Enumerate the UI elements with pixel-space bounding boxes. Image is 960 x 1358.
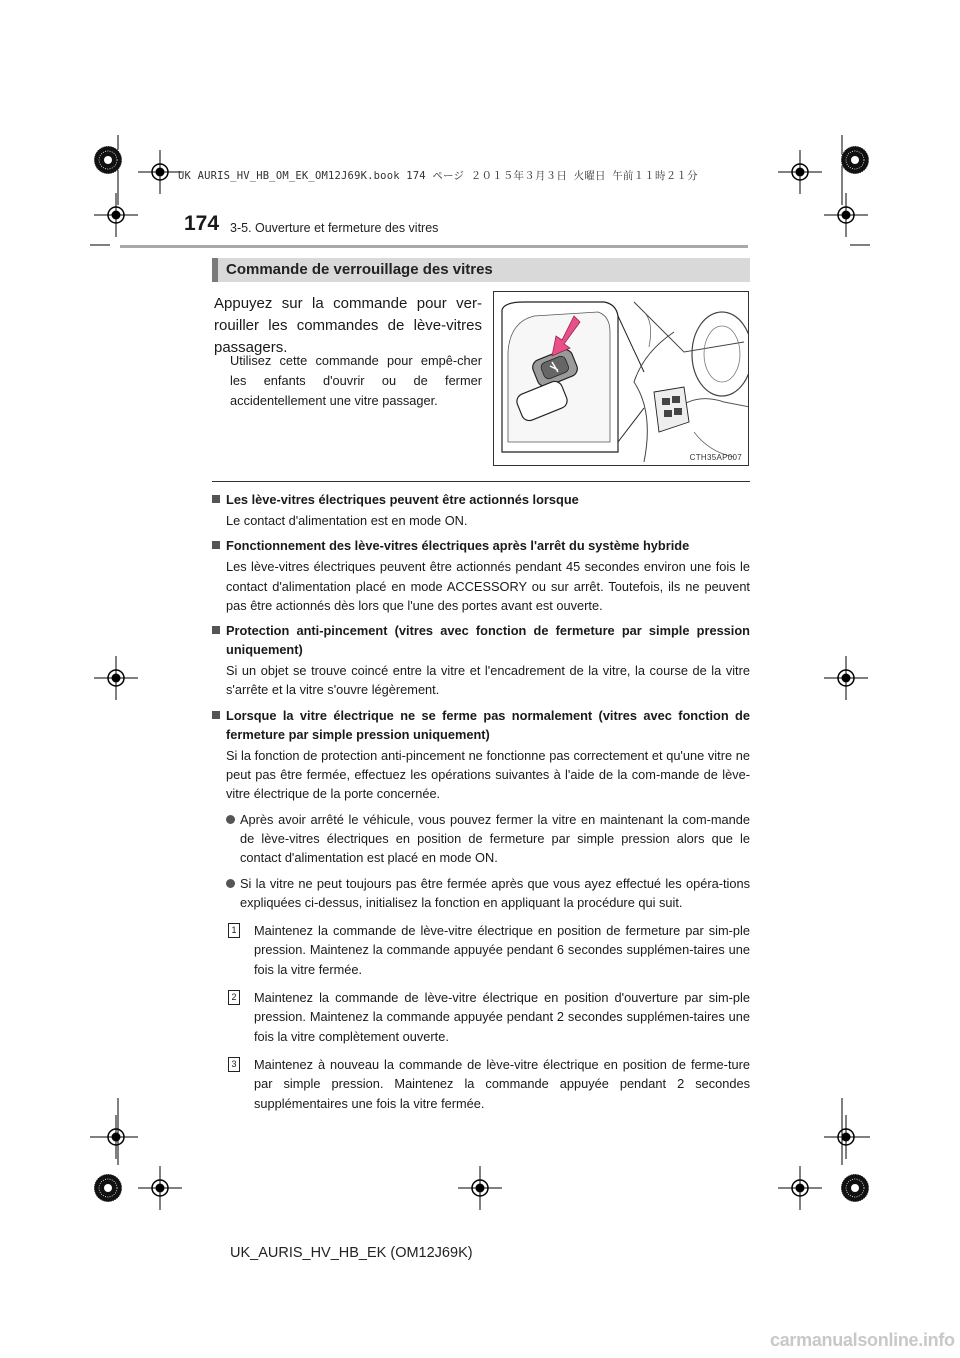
footer-model-code: UK_AURIS_HV_HB_EK (OM12J69K) bbox=[230, 1245, 473, 1261]
info-item-body: Le contact d'alimentation est en mode ON. bbox=[226, 513, 468, 528]
watermark: carmanualsonline.info bbox=[770, 1330, 955, 1350]
step-number: 2 bbox=[228, 990, 240, 1005]
info-item-title: Fonctionnement des lève-vitres électriques après l'arrêt du système hybride bbox=[212, 536, 750, 555]
step-number: 1 bbox=[228, 923, 240, 938]
crosshair-target-icon bbox=[824, 193, 868, 237]
square-bullet-icon bbox=[212, 626, 220, 634]
crosshair-target-icon bbox=[138, 1166, 182, 1210]
info-item-title: Lorsque la vitre électrique ne se ferme pas normalement (vitres avec fonction de fermeture par simple pression uniquement) bbox=[212, 706, 750, 744]
section-title: 3-5. Ouverture et fermeture des vitres bbox=[230, 221, 439, 235]
info-item-body: Si la fonction de protection anti-pincement ne fonctionne pas correctement et qu'une vitre ne peut pas être fermée, effectuez les opérations suivantes à l'aide de la com-mande de lève-vitre électrique de la porte concernée. bbox=[226, 747, 750, 802]
info-item-body: Si un objet se trouve coincé entre la vitre et l'encadrement de la vitre, la course de la vitre s'arrête et la vitre s'ouvre légèrement. bbox=[226, 663, 750, 698]
square-bullet-icon bbox=[212, 541, 220, 549]
page-number: 174 bbox=[184, 212, 220, 235]
note-text: Utilisez cette commande pour empê-cher les enfants d'ouvrir ou de fermer accidentellement une vitre passager. bbox=[230, 353, 482, 408]
procedure-step: 2 Maintenez la commande de lève-vitre électrique en position d'ouverture par sim-ple pression. Maintenez la commande appuyée pendant 2 secondes supplémen-taires une fois la vitre complètement ouverte. bbox=[212, 988, 750, 1046]
crosshair-target-icon bbox=[778, 150, 822, 194]
crosshair-target-icon bbox=[778, 1166, 822, 1210]
bullet-item: Si la vitre ne peut toujours pas être fermée après que vous ayez effectué les opéra-tions expliquées ci-dessus, initialisez la fonction en appliquant la procédure qui suit. bbox=[212, 874, 750, 913]
figure-code: CTH35AP007 bbox=[689, 453, 742, 462]
info-item-title: Protection anti-pincement (vitres avec fonction de fermeture par simple pression uniquement) bbox=[212, 621, 750, 659]
crosshair-target-icon bbox=[94, 1115, 138, 1159]
star-target-icon bbox=[841, 146, 869, 174]
step-number: 3 bbox=[228, 1057, 240, 1072]
info-item-body: Les lève-vitres électriques peuvent être actionnés pendant 45 secondes environ une fois le contact d'alimentation placé en mode ACCESSORY ou sur arrêt. Toutefois, ils ne peuvent pas être actionnés dès lors que l'une des portes avant est ouverte. bbox=[226, 559, 750, 613]
subsection-heading-text: Commande de verrouillage des vitres bbox=[226, 261, 493, 278]
subsection-heading bbox=[212, 258, 750, 282]
info-item bbox=[212, 621, 750, 700]
header-rule bbox=[120, 245, 748, 248]
crosshair-target-icon bbox=[94, 193, 138, 237]
star-target-icon bbox=[94, 1174, 122, 1202]
info-item bbox=[212, 490, 750, 530]
round-bullet-icon bbox=[226, 815, 235, 824]
crosshair-target-icon bbox=[138, 150, 182, 194]
section-divider bbox=[212, 481, 750, 482]
square-bullet-icon bbox=[212, 711, 220, 719]
star-target-icon bbox=[841, 1174, 869, 1202]
crosshair-target-icon bbox=[824, 1115, 868, 1159]
procedure-step: 3 Maintenez à nouveau la commande de lève-vitre électrique en position de ferme-ture par simple pression. Maintenez la commande appuyée pendant 2 secondes supplémentaires une fois la vitre fermée. bbox=[212, 1055, 750, 1113]
round-bullet-icon bbox=[226, 879, 235, 888]
star-target-icon bbox=[94, 146, 122, 174]
info-item-title: Les lève-vitres électriques peuvent être actionnés lorsque bbox=[212, 490, 750, 509]
procedure-step: 1 Maintenez la commande de lève-vitre électrique en position de fermeture par sim-ple pression. Maintenez la commande appuyée pendant 6 secondes supplémen-taires une fois la vitre fermée. bbox=[212, 921, 750, 979]
crosshair-target-icon bbox=[824, 656, 868, 700]
intro-text: Appuyez sur la commande pour ver-rouiller les commandes de lève-vitres passagers. bbox=[214, 295, 482, 356]
content-body bbox=[212, 490, 750, 1119]
crosshair-target-icon bbox=[94, 656, 138, 700]
bullet-item: Après avoir arrêté le véhicule, vous pouvez fermer la vitre en maintenant la com-mande de lève-vitres électriques en position de fermeture par simple pression alors que le contact d'alimentation est placé en mode ON. bbox=[212, 810, 750, 868]
print-info-line: UK AURIS_HV_HB_OM_EK_OM12J69K.book 174 ページ ２０１５年３月３日 火曜日 午前１１時２１分 bbox=[178, 170, 698, 182]
window-lock-switch-illustration bbox=[494, 292, 749, 466]
info-item bbox=[212, 536, 750, 615]
heading-accent bbox=[212, 258, 218, 282]
square-bullet-icon bbox=[212, 495, 220, 503]
illustration bbox=[493, 291, 749, 466]
crosshair-target-icon bbox=[458, 1166, 502, 1210]
info-item bbox=[212, 706, 750, 1113]
